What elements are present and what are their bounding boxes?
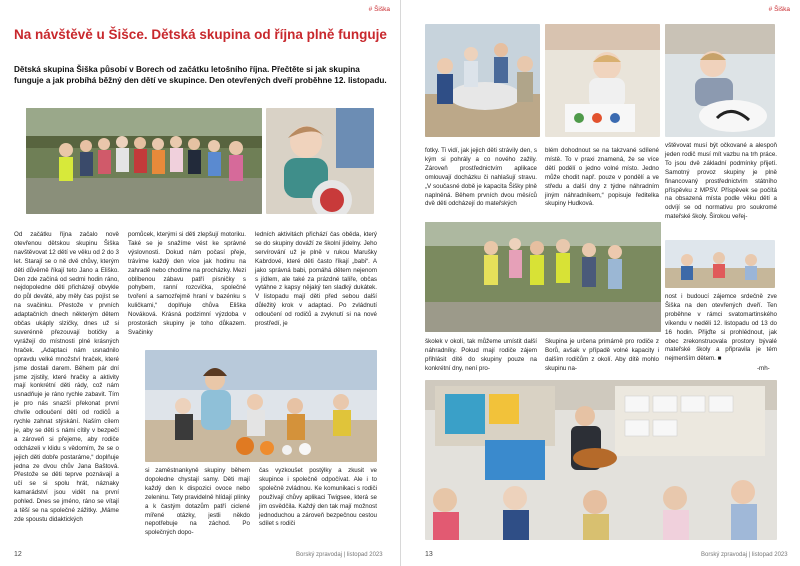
article-column-a2: školek v okolí, tak můžeme umístit další náhradníky. Pokud mají rodiče zájem přihlásit dítě do skupiny pouze na konkrétní dny, není pro- — [425, 338, 537, 372]
article-column-c2: nost i budoucí zájemce srdečně zve Šiška na den otevřených dveří. Ten proběhne v rámci svatomartinského víkendu v neděli 12. listopadu od 13 do 16 hodin. Přijďte si prohlédnout, jak obec zrekonstruovala prostory bývalé mateřské školy a připravila je tém nejmenším dětem. ■ — [665, 293, 777, 363]
photo-toddler-playing — [266, 108, 374, 214]
article-column-1: Od začátku října začalo nově otevřenou dětskou skupinu Šiška navštěvovat 12 dětí ve věku od 2 do 3 let. Starají se o ně dvě chůvy, kterým děti důvěrně říkají teto Jano a Eliško. Den zde začíná od sedmi hodin ráno, nejdopoledne děti přicházejí obvykle do půl deváté, aby měly čas pojíst se na svačinku. Přestože v prvních adaptačních dnech některým dětem občas ukáply slzičky, dnes už si suverénně přezouvají botičky a vyrážejí do místnosti plné krásných hraček. „Adaptaci nám usnadnilo opravdu velké množství hraček, které jsme dostali darem. Během pár dní jsme zjistily, které hračky a aktivity mají konkrétní děti rády, což nám usnadňuje je ráno rychle zabavit. Tím je pro nás snazší překonat první chvíle odloučení dětí od rodičů a rychle zahnat stýskání. Naším cílem je, aby se děti s námi cítily v bezpečí a zároveň si přejeme, aby rodiče odcházeli v klidu s vědomím, že se o jejich děti dobře postaráme,“ doplňuje jedna ze dvou chův Jana Baštová. Přestože se děti teprve poznávají a učí se si spolu hrát, náznaky kamarádství jsou vidět na první pohled. Dnes se jméno, ráno se vítají a těší se na společné zážitky. „Máme zde spoustu didaktických — [14, 231, 119, 523]
article-column-3b: čas vyzkoušet postýlky a zkusit ve skupince i společně odpočívat. Ale i to společně zvládnou. Ke komunikaci s rodiči používají chůvy aplikaci Twigsee, která se jim osvědčila. Každý den tak mají možnost jednoduchou a zároveň bezpečnou cestou sdílet s rodiči — [259, 467, 377, 528]
article-lead: Dětská skupina Šiška působí v Borech od začátku letošního října. Přečtěte si jak skupina funguje a jak probíhá běžný den dětí ve skupince. Den otevřených dveří proběhne 12. listopadu. — [14, 65, 387, 86]
article-column-3a: ledních aktivitách přichází čas oběda, který se do skupiny dováží ze školní jídelny. Jeho servírování už je plně v rukou Marušky Kabrdové, které děti často říkají „babi“. A jako správná babi, pomáhá dětem nejenom s jídlem, ale také za prázdné talíře, občas vytáhne z kapsy nějaký ten sladký dukátek. V listopadu mají děti před sebou další důležitý krok v adaptaci. Po zvládnutí odloučení od rodičů a zvyknutí si na nové prostředí, je — [255, 231, 377, 328]
article-column-2b: si zaměstnankyně skupiny během dopoledne chystají samy. Děti mají každý den k dispozici ovoce nebo zeleninu. Tety pravidelně hlídají plínky a k častým dotazům patří ciclené mířené otázky, jestli někdo nepotřebuje na záchod. Po společných dopo- — [145, 467, 250, 537]
photo-guitar-with-children — [425, 380, 777, 540]
photo-children-outdoors — [26, 108, 262, 214]
photo-children-high-vis — [425, 222, 661, 332]
article-column-b: blém dohodnout se na takzvané sdílené místě. To v praxi znamená, že se více dětí podělí o jedno volné místo. Jedno může chodit např. pouze v pondělí a ve středu a další dny z týdne náhradním jiným náhradníkem,“ popisuje ředitelka skupiny Hudková. — [545, 147, 659, 208]
article-column-a: fotky. Ti vidí, jak jejich děti strávily den, s kým si pohrály a co nového zažily. Zároveň prostřednictvím aplikace omlouvají docházku či nahlašují stravu. „V současné době je kapacita Šišky plně naplněná. Během prvních dvou měsíců dvě děti odcházejí do mateřských — [425, 147, 537, 208]
right-page — [400, 0, 800, 566]
article-title: Na návštěvě u Šišce. Dětská skupina od října plně funguje — [14, 27, 387, 42]
page-footer: Borský zpravodaj | listopad 2023 — [296, 552, 383, 558]
photo-children-at-table — [425, 24, 540, 137]
photo-toddler-painting — [665, 24, 775, 137]
page-number: 13 — [425, 551, 433, 558]
section-tag: # Šiška — [768, 6, 790, 13]
page-footer: Borský zpravodaj | listopad 2023 — [701, 552, 788, 558]
article-column-2a: pomůcek, kterými si děti zlepšují motoriku. Také se je snažíme vést ke správné výslovnosti. Dokud nám počasí přeje, trávíme každý den více jak hodinu na zahradě nebo chodíme na procházky. Mezi oblíbenou zábavu patří písničky s pohybem, ranní rozcvička, společné tvoření a samozřejmě hraní v bazénku s kuličkami,“ doplňuje chůva Eliška Nováková. Krásná podzimní výzdoba v prostorách skupiny je toho důkazem. Svačinky — [128, 231, 246, 336]
article-column-c: vštěvovat musí být očkované a alespoň jeden rodič musí mít vazbu na trh práce. To jsou dvě základní podmínky přijetí. Samotný provoz skupiny je plně financovaný prostřednictvím státního příspěvku z MPSV. Příspěvek se počítá na obsazená místa podle věku dětí a odvíjí se od normativu pro soukromé mateřské školy. Širokou veřej- — [665, 142, 777, 221]
page-number: 12 — [14, 551, 22, 558]
photo-children-meal — [665, 240, 775, 288]
photo-toddler-with-puzzle — [545, 24, 660, 137]
author-signature: -mh- — [757, 365, 770, 372]
section-tag: # Šiška — [368, 6, 390, 13]
article-column-b2: Skupina je určena primárně pro rodiče z Borů, avšak v případě volné kapacity i dalším rodičům z okolí. Aby dítě mohlo skupinu na- — [545, 338, 659, 372]
photo-children-indoors — [145, 350, 377, 462]
